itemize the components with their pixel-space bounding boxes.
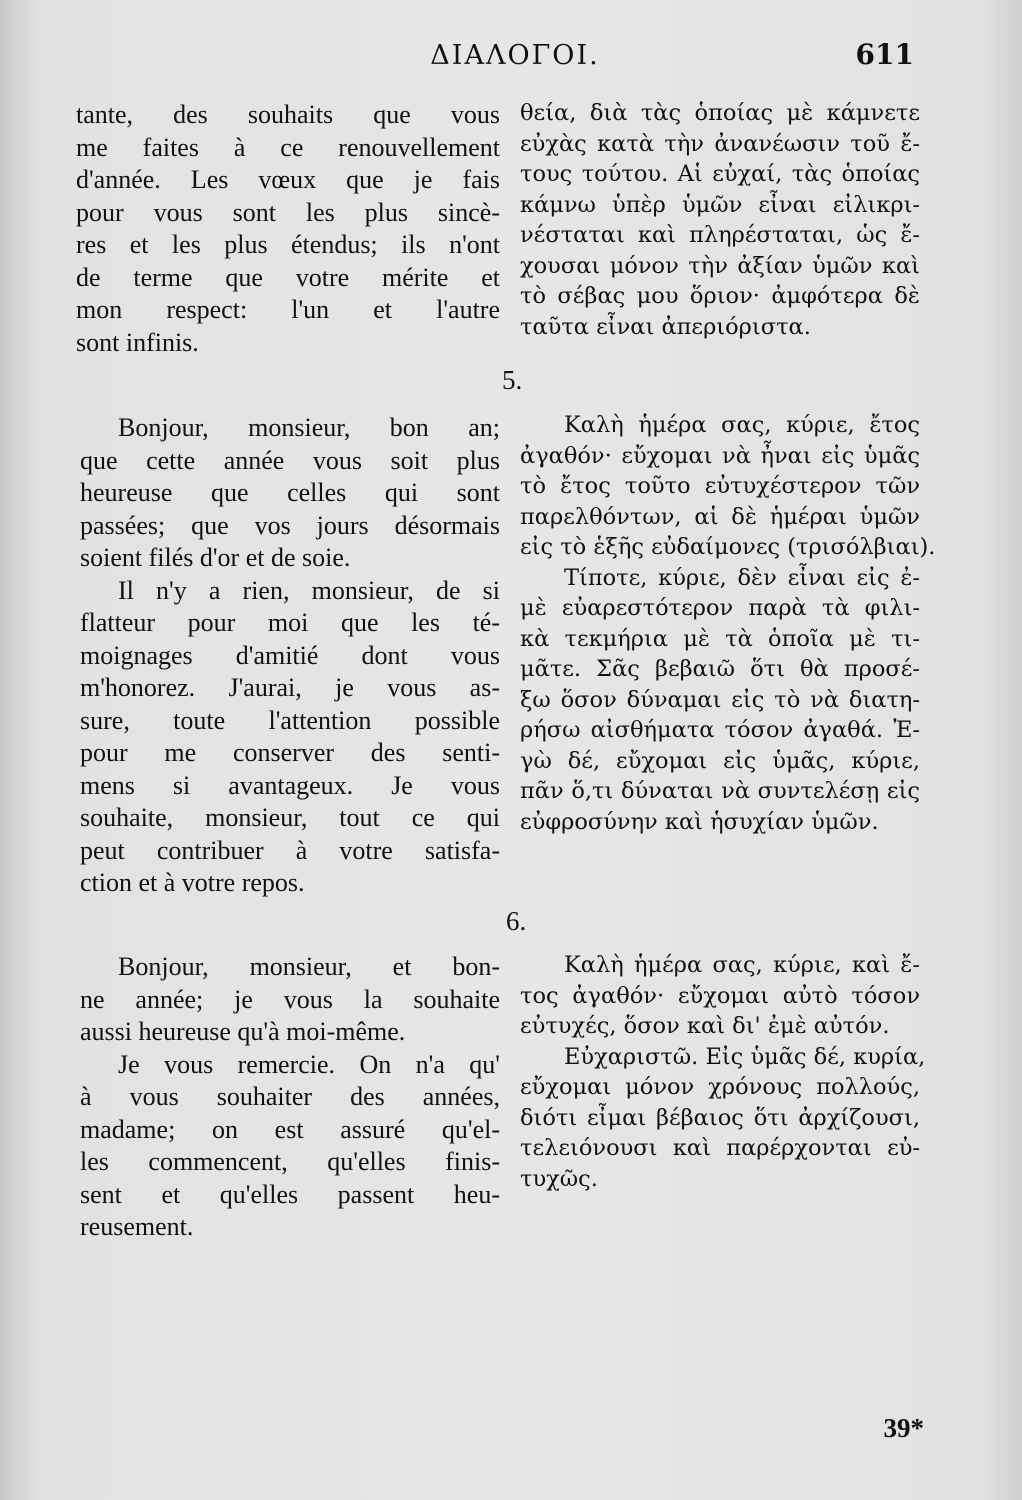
- text-line: m'honorez. J'aurai, je vous as-: [80, 673, 500, 702]
- text-line: Bonjour, monsieur, et bon-: [118, 952, 500, 981]
- text-line: Je vous remercie. On n'a qu': [118, 1049, 500, 1079]
- text-line: mon respect: l'un et l'autre: [76, 295, 500, 324]
- french-column-section-6: [80, 951, 500, 1244]
- text-line: μᾶτε. Σᾶς βεβαιῶ ὅτι θὰ προσέ-: [520, 656, 920, 682]
- signature-mark: 39*: [883, 1413, 924, 1443]
- text-line: reusement.: [80, 1212, 194, 1241]
- text-line: μὲ εὐαρεστότερον παρὰ τὰ φιλι-: [520, 595, 920, 621]
- text-line: heureuse que celles qui sont: [80, 478, 500, 507]
- text-line: passées; que vos jours désormais: [80, 510, 500, 540]
- text-line: κὰ τεκμήρια μὲ τὰ ὁποῖα μὲ τι-: [520, 625, 920, 652]
- text-line: τυχῶς.: [520, 1165, 598, 1192]
- text-line: ρήσω αἰσθήματα τόσον ἀγαθά. Ἐ-: [520, 717, 920, 743]
- text-line: ne année; je vous la souhaite: [80, 984, 500, 1014]
- text-line: εὔχομαι μόνον χρόνους πολλούς,: [520, 1074, 920, 1100]
- french-column-section-5: [80, 412, 500, 900]
- text-line: res et les plus étendus; ils n'ont: [76, 230, 500, 259]
- text-line: Εὐχαριστῶ. Εἰς ὑμᾶς δέ, κυρία,: [564, 1043, 926, 1070]
- text-line: les commencent, qu'elles finis-: [80, 1147, 500, 1176]
- text-line: de terme que votre mérite et: [76, 262, 500, 292]
- text-line: κάμνω ὑπὲρ ὑμῶν εἶναι εἰλικρι-: [520, 191, 920, 218]
- text-line: Τίποτε, κύριε, δὲν εἶναι εἰς ἐ-: [564, 564, 920, 591]
- text-line: aussi heureuse qu'à moi-même.: [80, 1017, 406, 1046]
- text-line: Bonjour, monsieur, bon an;: [118, 413, 500, 442]
- text-line: τος ἀγαθόν· εὔχομαι αὐτὸ τόσον: [520, 982, 920, 1009]
- text-line: γὼ δέ, εὔχομαι εἰς ὑμᾶς, κύριε,: [520, 747, 920, 774]
- text-line: τους τούτου. Αἱ εὐχαί, τὰς ὁποίας: [520, 161, 920, 187]
- text-line: ταῦτα εἶναι ἀπεριόριστα.: [520, 313, 811, 340]
- text-line: à vous souhaiter des années,: [80, 1082, 500, 1111]
- text-line: εἰς τὸ ἑξῆς εὐδαίμονες (τρισόλβιαι).: [520, 534, 936, 560]
- text-line: διότι εἶμαι βέβαιος ὅτι ἀρχίζουσι,: [520, 1104, 920, 1131]
- text-line: souhaite, monsieur, tout ce qui: [80, 803, 500, 832]
- text-line: sure, toute l'attention possible: [80, 705, 500, 735]
- text-line: tante, des souhaits que vous: [76, 100, 500, 129]
- text-line: peut contribuer à votre satisfa-: [80, 835, 500, 865]
- text-line: Καλὴ ἡμέρα σας, κύριε, ἔτος: [564, 412, 920, 438]
- text-line: εὐτυχές, ὅσον καὶ δι' ἐμὲ αὐτόν.: [520, 1013, 890, 1039]
- text-line: εὐφροσύνην καὶ ἡσυχίαν ὑμῶν.: [520, 808, 879, 835]
- text-line: νέσταται καὶ πληρέσταται, ὡς ἔ-: [520, 222, 920, 248]
- text-line: d'année. Les vœux que je fais: [76, 165, 500, 194]
- greek-column-section-5: [520, 410, 936, 837]
- text-line: sent et qu'elles passent heu-: [80, 1179, 500, 1209]
- text-line: ction et à votre repos.: [80, 868, 305, 897]
- greek-column-section-6: [520, 950, 926, 1194]
- text-line: mens si avantageux. Je vous: [80, 770, 500, 800]
- text-line: θεία, διὰ τὰς ὁποίας μὲ κάμνετε: [520, 100, 920, 126]
- text-line: τελειόνουσι καὶ παρέρχονται εὐ-: [520, 1135, 920, 1161]
- text-line: flatteur pour moi que les té-: [80, 608, 500, 637]
- text-line: τὸ ἔτος τοῦτο εὐτυχέστερον τῶν: [520, 473, 920, 499]
- text-line: εὐχὰς κατὰ τὴν ἀνανέωσιν τοῦ ἔ-: [520, 130, 920, 157]
- page-number: 611: [855, 38, 914, 71]
- text-line: Il n'y a rien, monsieur, de si: [118, 575, 500, 605]
- section-number: 5.: [502, 365, 523, 395]
- text-line: παρελθόντων, αἱ δὲ ἡμέραι ὑμῶν: [520, 503, 920, 530]
- text-line: sont infinis.: [76, 327, 199, 357]
- text-line: τὸ σέβας μου ὅριον· ἀμφότερα δὲ: [520, 283, 920, 309]
- text-line: ξω ὅσον δύναμαι εἰς τὸ νὰ διατη-: [520, 686, 920, 713]
- text-line: madame; on est assuré qu'el-: [80, 1114, 500, 1144]
- text-line: ἀγαθόν· εὔχομαι νὰ ἦναι εἰς ὑμᾶς: [520, 442, 920, 469]
- text-line: pour vous sont les plus sincè-: [76, 197, 500, 227]
- text-line: soient filés d'or et de soie.: [80, 543, 351, 572]
- section-number: 6.: [506, 906, 527, 936]
- text-line: moignages d'amitié dont vous: [80, 640, 500, 670]
- text-line: χουσαι μόνον τὴν ἀξίαν ὑμῶν καὶ: [520, 252, 920, 279]
- text-line: πᾶν ὅ,τι δύναται νὰ συντελέσῃ εἰς: [520, 778, 920, 804]
- text-line: que cette année vous soit plus: [80, 445, 500, 475]
- running-header-title: ΔΙΑΛΟΓΟΙ.: [430, 40, 600, 71]
- text-line: pour me conserver des senti-: [80, 738, 500, 767]
- french-column-top: [76, 99, 500, 359]
- text-line: me faites à ce renouvellement: [76, 132, 500, 162]
- text-line: Καλὴ ἡμέρα σας, κύριε, καὶ ἔ-: [564, 952, 920, 978]
- greek-column-top: [520, 98, 920, 342]
